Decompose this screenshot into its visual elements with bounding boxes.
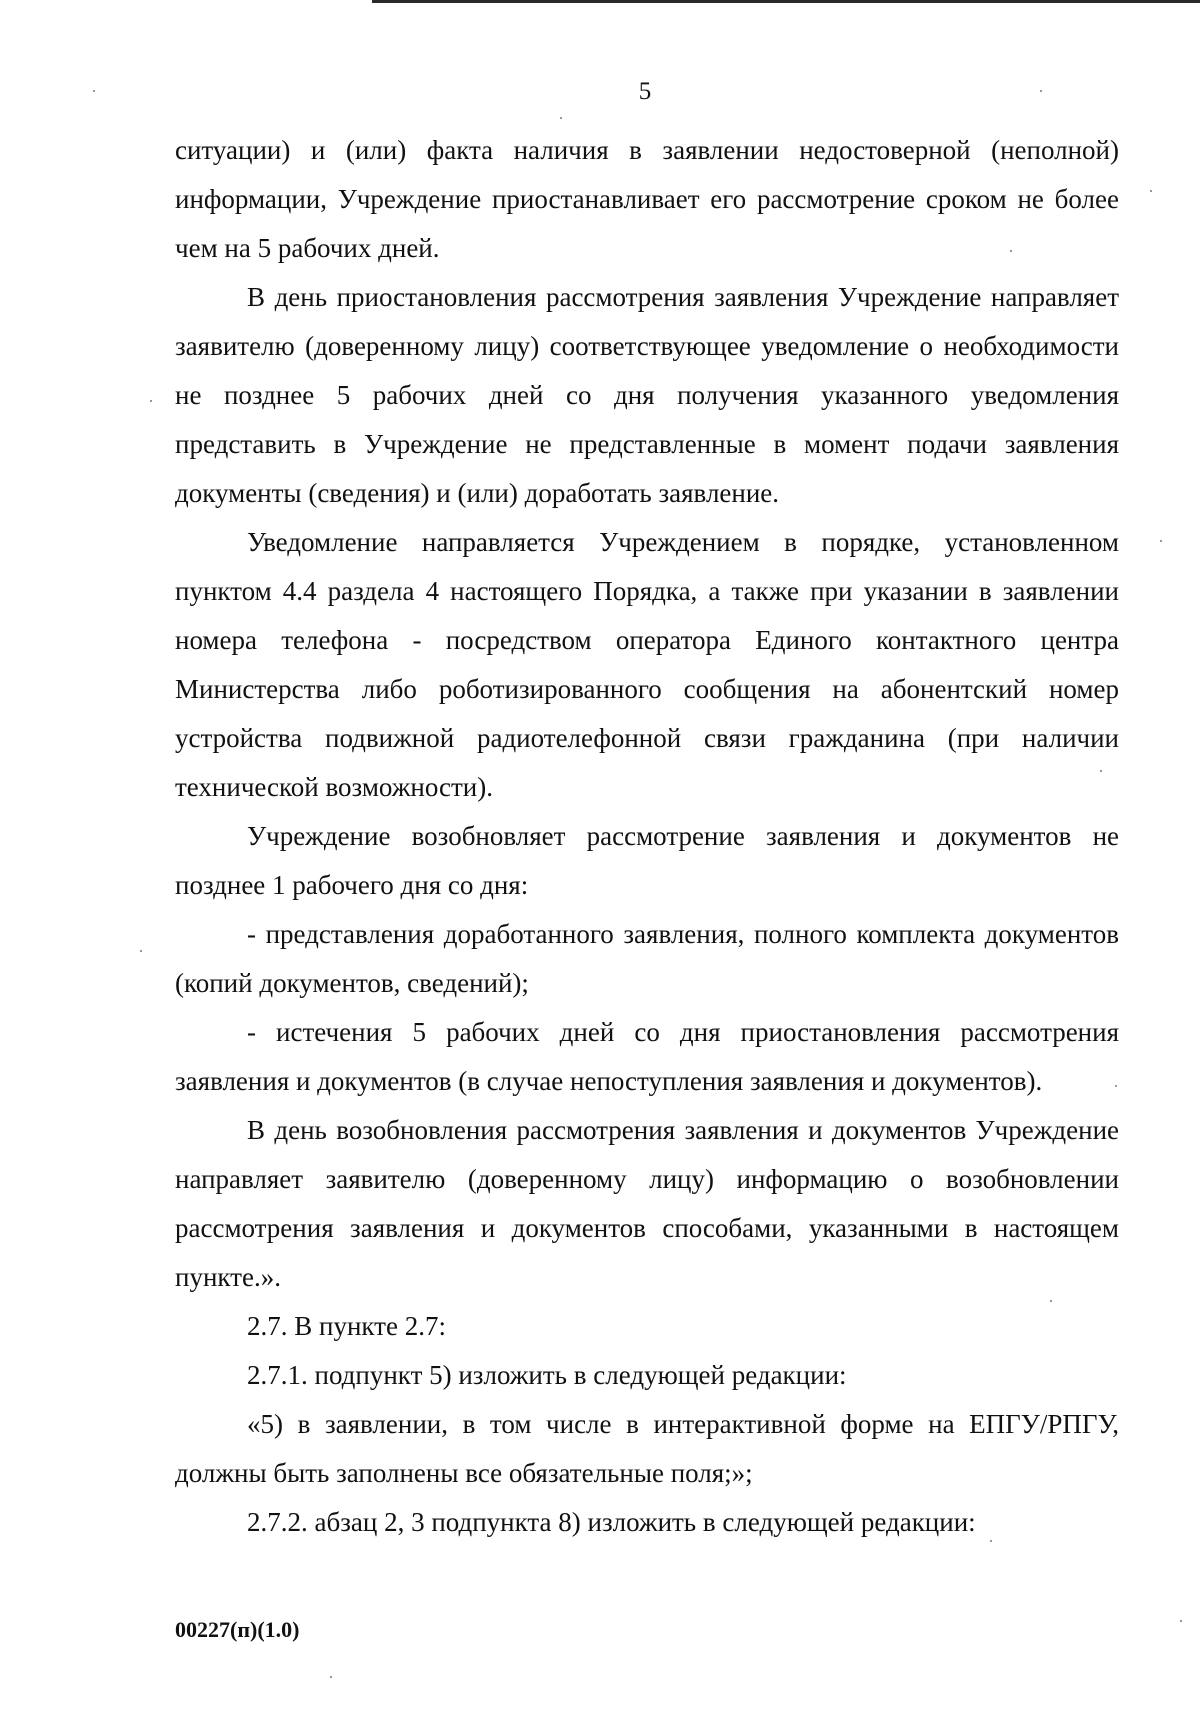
clause-2-7-2: 2.7.2. абзац 2, 3 подпункта 8) изложить в следующей редакции: (247, 1507, 976, 1537)
top-scan-edge (372, 0, 1200, 3)
scan-speck (560, 117, 562, 119)
clause-2-7: 2.7. В пункте 2.7: (247, 1311, 446, 1341)
scan-speck (1180, 1620, 1182, 1622)
clause-2-7-1: 2.7.1. подпункт 5) изложить в следующей редакции: (247, 1360, 847, 1390)
quoted-subclause-5: «5) в заявлении, в том числе в интерактивной форме на ЕПГУ/РПГУ, должны быть заполнены все обязательные поля;»; (175, 1409, 1119, 1488)
scan-speck (1160, 540, 1162, 542)
scan-speck (140, 950, 142, 952)
paragraph-notification-method: Уведомление направляется Учреждением в порядке, установленном пунктом 4.4 раздела 4 настоящего Порядка, а также при указании в заявлении номера телефона - посредством оператора Единого контактного центра Министерства либо роботизированного сообщения на абонентский номер устройства подвижной радиотелефонной связи гражданина (при наличии технической возможности). (175, 527, 1119, 802)
scan-speck (150, 400, 152, 402)
paragraph-resumption: Учреждение возобновляет рассмотрение заявления и документов не позднее 1 рабочего дня со дня: (175, 821, 1119, 900)
scan-speck (1040, 90, 1042, 92)
document-code: 00227(п)(1.0) (175, 1617, 300, 1642)
list-item-expiry: - истечения 5 рабочих дней со дня приостановления рассмотрения заявления и документов (в случае непоступления заявления и документов). (175, 1017, 1119, 1096)
scan-speck (1050, 1300, 1052, 1302)
scan-speck (330, 1676, 332, 1678)
scan-speck (93, 90, 95, 92)
scan-speck (1150, 190, 1152, 192)
scan-speck (990, 1540, 992, 1542)
paragraph-suspension-notice: В день приостановления рассмотрения заявления Учреждение направляет заявителю (доверенному лицу) соответствующее уведомление о необходимости не позднее 5 рабочих дней со дня получения указанного уведомления представить в Учреждение не представленные в момент подачи заявления документы (сведения) и (или) доработать заявление. (175, 282, 1119, 508)
document-body (175, 126, 1119, 1547)
scan-speck (1100, 770, 1102, 772)
paragraph-continuation: ситуации) и (или) факта наличия в заявлении недостоверной (неполной) информации, Учреждение приостанавливает его рассмотрение сроком не более чем на 5 рабочих дней. (175, 135, 1119, 263)
scan-speck (1010, 250, 1012, 252)
paragraph-resumption-info: В день возобновления рассмотрения заявления и документов Учреждение направляет заявителю (доверенному лицу) информацию о возобновлении рассмотрения заявления и документов способами, указанными в настоящем пункте.». (175, 1115, 1119, 1292)
page-number: 5 (638, 78, 652, 105)
scan-speck (1115, 1085, 1117, 1087)
list-item-revised-application: - представления доработанного заявления, полного комплекта документов (копий документов, сведений); (175, 919, 1119, 998)
